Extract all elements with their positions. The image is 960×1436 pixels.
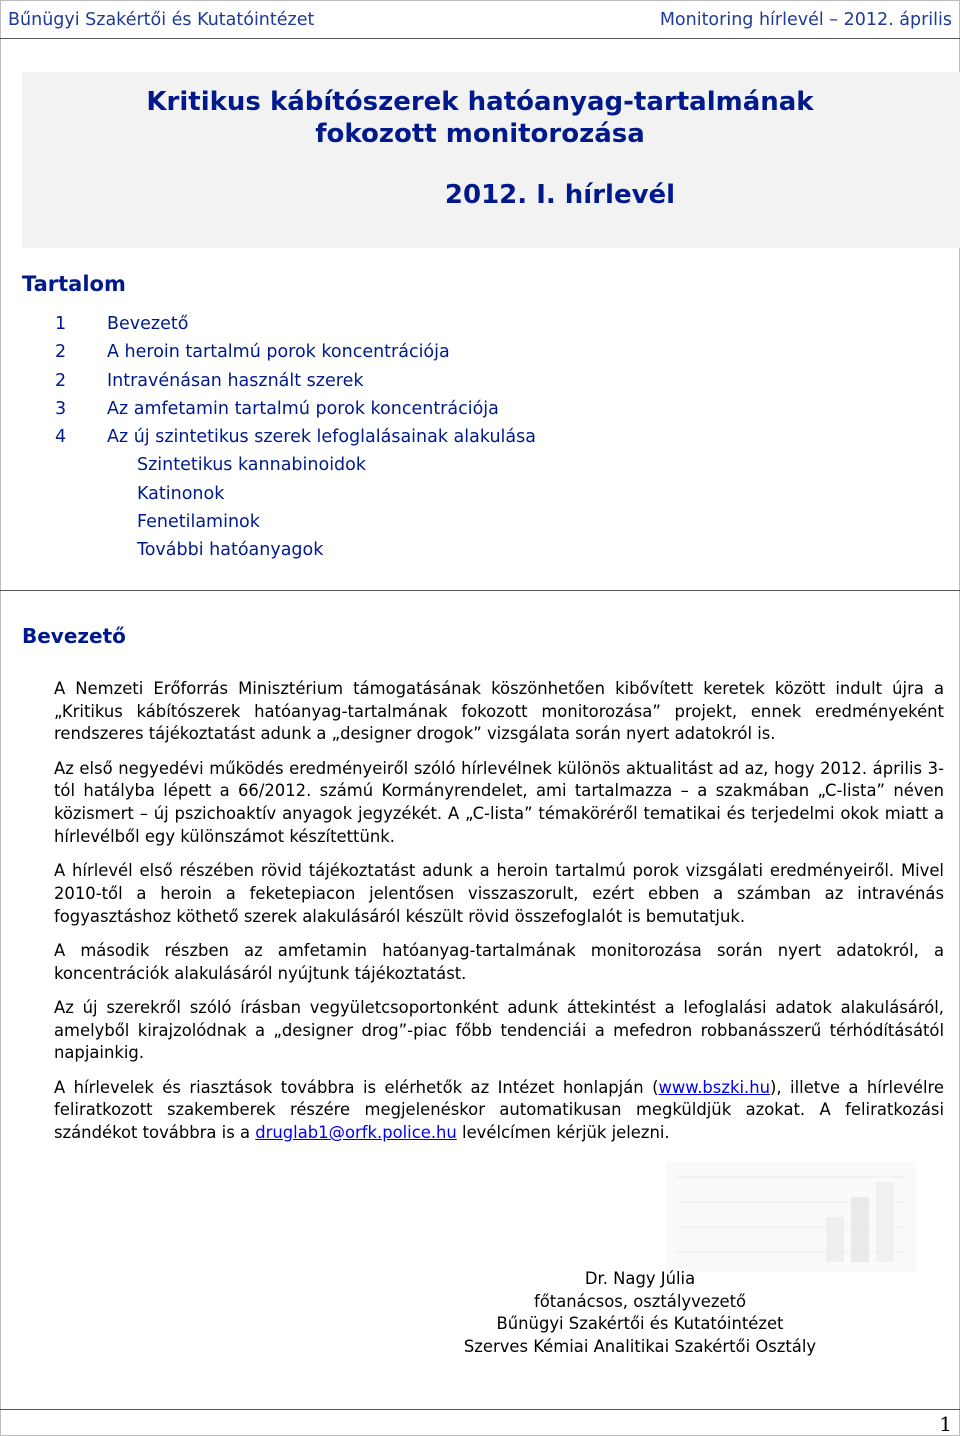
footer-divider — [0, 1409, 960, 1410]
paragraph: Az első negyedévi működés eredményeiről szóló hírlevélnek különös aktualitást ad az, hogy 2012. április 3-tól hatályba lépett a 66/2012. számú Kormányrendelet, ami tartalmazza – a szakmában „C-lista” néven közismert – új pszichoaktív anyagok jegyzékét. A „C-lista” témaköréről tematikai és terjedelmi okok miatt a hírlevélből egy különszámot készítettünk. — [54, 758, 944, 846]
title-line-1: Kritikus kábítószerek hatóanyag-tartalmának — [146, 87, 814, 117]
paragraph-text: A hírlevelek és riasztások továbbra is elérhetők az Intézet honlapján ( — [54, 1077, 659, 1097]
paragraph: A Nemzeti Erőforrás Minisztérium támogatásának köszönhetően kibővített keretek között indult újra a „Kritikus kábítószerek hatóanyag-tartalmának fokozott monitorozása” projekt, ennek eredményeként rendszeres tájékoztatást adunk a „designer drogok” vizsgálata során nyert adatokról is. — [54, 679, 944, 744]
toc-item-number: 2 — [55, 370, 67, 391]
toc-item-label: Az amfetamin tartalmú porok koncentrációja — [107, 398, 499, 419]
document-subtitle: 2012. I. hírlevél — [444, 180, 676, 210]
toc-item-label: Bevezető — [107, 314, 189, 334]
toc-item[interactable] — [55, 310, 536, 338]
toc-subitem[interactable]: Fenetilaminok — [137, 512, 260, 533]
toc-subitem[interactable]: Szintetikus kannabinoidok — [137, 455, 367, 476]
chart-watermark-image — [666, 1162, 916, 1272]
document-title — [0, 86, 960, 150]
signatory-department: Szerves Kémiai Analitikai Szakértői Osztály — [463, 1337, 817, 1357]
toc-item[interactable] — [55, 338, 536, 366]
introduction-body — [54, 678, 944, 1156]
website-link[interactable]: www.bszki.hu — [658, 1077, 770, 1097]
signatory-name: Dr. Nagy Júlia — [584, 1269, 696, 1288]
table-of-contents — [55, 310, 536, 565]
paragraph: A második részben az amfetamin hatóanyag-tartalmának monitorozása során nyert adatokról, a koncentrációk alakulásáról nyújtunk tájékoztatást. — [54, 940, 944, 983]
section-heading: Bevezető — [22, 624, 126, 648]
header-issue: Monitoring hírlevél – 2012. április — [659, 10, 952, 30]
signature-block — [340, 1268, 940, 1359]
toc-item-number: 2 — [55, 342, 67, 363]
toc-item-number: 1 — [55, 314, 67, 334]
toc-item-label: Az új szintetikus szerek lefoglalásainak alakulása — [107, 427, 536, 448]
paragraph — [54, 1077, 944, 1145]
paragraph: A hírlevél első részében rövid tájékoztatást adunk a heroin tartalmú porok vizsgálati eredményeiről. Mivel 2010-től a heroin a feketepiacon jelentősen visszaszorult, ezért ebben a számban az intravénás fogyasztáshoz köthető szerek alakulásáról készült rövid összefoglalót is bemutatjuk. — [54, 861, 944, 926]
page-number: 1 — [939, 1412, 952, 1436]
toc-item[interactable] — [55, 395, 536, 423]
toc-subitem[interactable]: Katinonok — [137, 483, 225, 504]
header-institute: Bűnügyi Szakértői és Kutatóintézet — [8, 10, 315, 30]
title-line-2: fokozott monitorozása — [315, 119, 645, 149]
toc-item-label: A heroin tartalmú porok koncentrációja — [107, 342, 450, 363]
paragraph: Az új szerekről szóló írásban vegyületcsoportonként adunk áttekintést a lefoglalási adatok alakulásáról, amelyből kirajzolódnak a „designer drog”-piac főbb tendenciái a mefedron robbanásszerű térhódításától napjainkig. — [54, 997, 944, 1063]
page-header — [8, 10, 952, 34]
toc-item[interactable] — [55, 367, 536, 395]
toc-item-number: 3 — [55, 398, 67, 419]
signatory-role: főtanácsos, osztályvezető — [533, 1291, 747, 1311]
paragraph-text: ), illetve a hírlevélre feliratkozott szakemberek részére megjelenéskor automatikusan megküldjük azokat. A feliratkozási szándékot továbbra is a — [54, 1077, 944, 1142]
email-link[interactable]: druglab1@orfk.police.hu — [255, 1122, 457, 1142]
toc-subitem[interactable]: További hatóanyagok — [137, 540, 324, 561]
header-divider — [0, 38, 960, 39]
toc-item-label: Intravénásan használt szerek — [107, 370, 364, 391]
toc-item-number: 4 — [55, 427, 67, 448]
signatory-institute: Bűnügyi Szakértői és Kutatóintézet — [496, 1314, 784, 1334]
toc-heading: Tartalom — [22, 272, 126, 296]
section-divider — [0, 590, 960, 591]
toc-item[interactable] — [55, 423, 536, 451]
paragraph-text: levélcímen kérjük jelezni. — [456, 1122, 670, 1142]
